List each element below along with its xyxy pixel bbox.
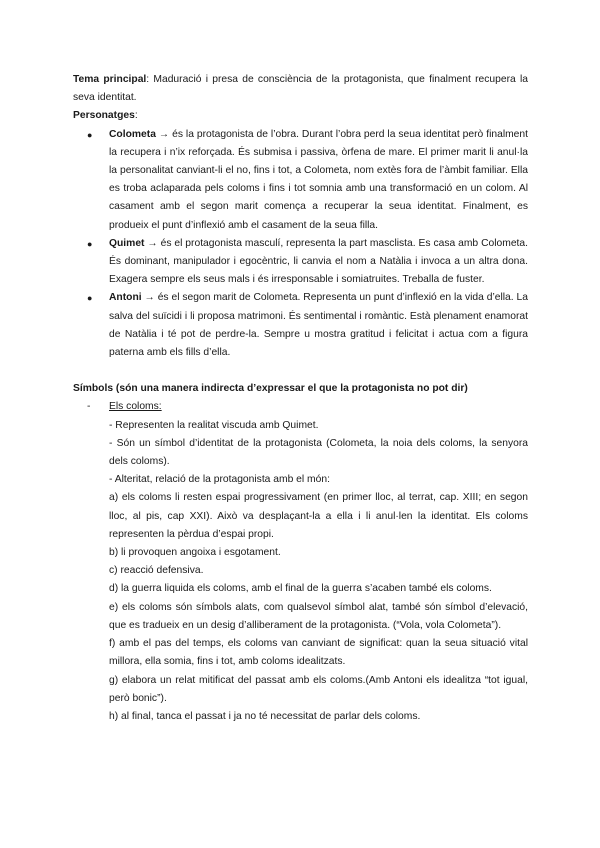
character-name: Antoni (109, 292, 142, 304)
symbol-line: h) al final, tanca el passat i ja no té necessitat de parlar dels coloms. (109, 710, 421, 722)
symbol-line: - Són un símbol d’identitat de la protagonista (Colometa, la noia dels coloms, la senyora dels coloms). (109, 437, 528, 468)
bullet-icon: ● (87, 238, 93, 249)
characters-heading (73, 107, 528, 125)
character-description: → és la protagonista de l’obra. Durant l’obra perd la seua identitat però finalment la recupera i n’ix reforçada. És submisa i passiva, òrfena de mare. El primer marit li anul·la la personalitat canviant-li el no, fins i tot, a Colometa, nom extès fora de l’àmbit familiar. Ella es troba aclaparada pels coloms i fins i tot somnia amb una transformació en un colom. Al casament amb el segon marit comença a recuperar la seua identitat. Finalment, es produeix el punt d’inflexió amb el casament de la seua filla. (109, 128, 528, 231)
main-theme-text: : Maduració i presa de consciència de la protagonista, que finalment recupera la seva identitat. (73, 74, 528, 104)
symbol-line: b) li provoquen angoixa i esgotament. (109, 547, 281, 559)
symbol-line: a) els coloms li resten espai progressivament (en primer lloc, al terrat, cap. XIII; en segon lloc, al pis, cap XXI). Això va desplaçant-la a ella i li anul·len la identitat. Els coloms representen la pèrdua d’espai propi. (109, 492, 528, 540)
dash-marker: - (87, 401, 91, 413)
bullet-icon: ● (87, 293, 93, 304)
characters-heading-text: Personatges (73, 110, 135, 122)
symbol-line: f) amb el pas del temps, els coloms van canviant de significat: quan la seua situació vital millora, ella somia, fins i tot, amb coloms idealitzats. (109, 638, 528, 668)
symbol-line: d) la guerra liquida els coloms, amb el final de la guerra s’acaben també els coloms. (109, 583, 492, 595)
character-item-quimet (73, 235, 528, 290)
character-description: → és el segon marit de Colometa. Representa un punt d’inflexió en la vida d’ella. La salva del suïcidi i li proposa matrimoni. És sentimental i romàntic. Està plenament enamorat de Natàlia i té pot de perdre-la. Sempre u mostra gratitud i felicitat i actua com a figura paterna amb els fills d’ella. (109, 292, 528, 359)
character-item-colometa (73, 126, 528, 235)
characters-heading-colon: : (134, 110, 138, 122)
characters-list (73, 126, 528, 363)
symbol-line: - Alteritat, relació de la protagonista amb el món: (109, 474, 330, 486)
symbol-line: g) elabora un relat mitificat del passat amb els coloms.(Amb Antoni els idealitza “tot igual, però bonic”). (109, 674, 528, 704)
symbol-line: - Representen la realitat viscuda amb Quimet. (109, 419, 319, 431)
symbols-heading: Símbols (són una manera indirecta d’expressar el que la protagonista no pot dir) (73, 383, 468, 395)
bullet-icon: ● (87, 129, 93, 140)
main-theme-paragraph (73, 71, 528, 107)
symbols-subheading-coloms: Els coloms: (109, 401, 162, 413)
symbols-section-coloms (73, 398, 528, 726)
character-name: Quimet (109, 237, 145, 249)
character-item-antoni (73, 289, 528, 362)
main-theme-label: Tema principal (73, 74, 147, 85)
symbol-line: c) reacció defensiva. (109, 565, 204, 577)
document-page (73, 71, 528, 726)
symbol-line: e) els coloms són símbols alats, com qualsevol símbol alat, també són símbol d’elevació, que es tradueix en un desig d’alliberament de la protagonista. (“Vola, vola Colometa”). (109, 601, 528, 631)
character-name: Colometa (109, 128, 156, 140)
character-description: → és el protagonista masculí, representa la part masclista. Es casa amb Colometa. És dominant, manipulador i egocèntric, li canvia el nom a Natàlia i invoca a un altra dona. Exagera sempre els seus mals i és irresponsable i somiatruites. Treballa de fuster. (109, 237, 528, 286)
